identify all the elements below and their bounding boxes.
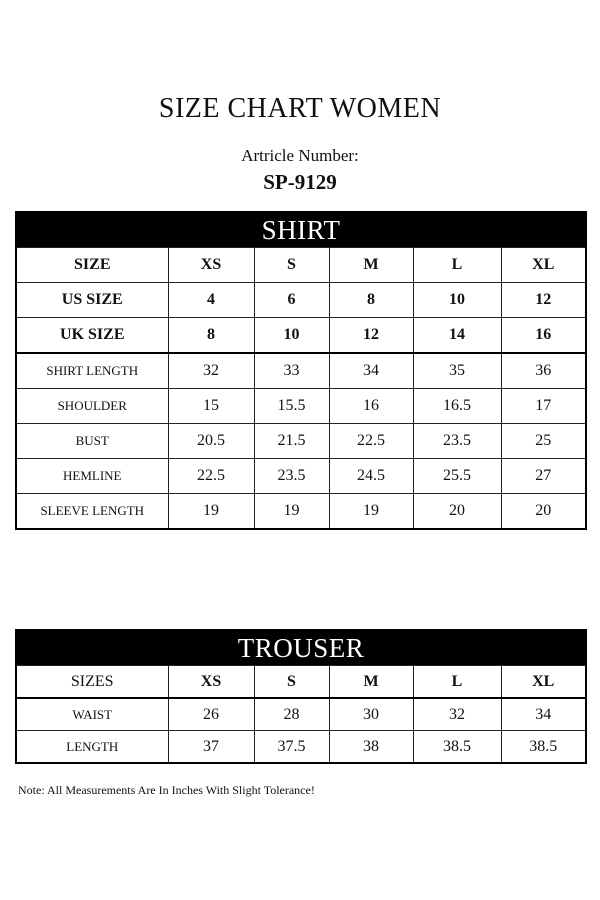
size-cell: 16 (501, 318, 586, 354)
measurement-cell: 26 (168, 698, 254, 731)
measurement-cell: 19 (168, 494, 254, 530)
row-label: HEMLINE (16, 459, 168, 494)
measurement-cell: 23.5 (254, 459, 329, 494)
size-cell: 4 (168, 283, 254, 318)
table-row (16, 318, 586, 354)
measurement-cell: 20 (413, 494, 501, 530)
size-cell: M (329, 666, 413, 699)
measurement-cell: 34 (329, 353, 413, 389)
trouser-size-table (15, 629, 587, 764)
trouser-heading-row (16, 630, 586, 666)
measurement-cell: 25 (501, 424, 586, 459)
measurement-cell: 28 (254, 698, 329, 731)
row-label: BUST (16, 424, 168, 459)
size-cell: 10 (254, 318, 329, 354)
article-number-label: Artricle Number: (241, 146, 359, 165)
table-row (16, 283, 586, 318)
measurement-cell: 37.5 (254, 731, 329, 764)
size-cell: XL (501, 248, 586, 283)
shirt-heading-row (16, 212, 586, 248)
size-cell: 12 (501, 283, 586, 318)
measurement-cell: 23.5 (413, 424, 501, 459)
size-cell: 10 (413, 283, 501, 318)
measurement-cell: 34 (501, 698, 586, 731)
size-cell: XS (168, 666, 254, 699)
measurement-cell: 20 (501, 494, 586, 530)
shirt-heading: SHIRT (16, 212, 586, 248)
size-cell: 8 (329, 283, 413, 318)
measurement-cell: 20.5 (168, 424, 254, 459)
table-row (16, 353, 586, 389)
article-number: SP-9129 (263, 170, 337, 194)
table-row (16, 389, 586, 424)
measurement-cell: 30 (329, 698, 413, 731)
measurement-cell: 22.5 (168, 459, 254, 494)
table-row (16, 424, 586, 459)
row-label: SHIRT LENGTH (16, 353, 168, 389)
size-cell: S (254, 666, 329, 699)
measurement-cell: 24.5 (329, 459, 413, 494)
row-label: LENGTH (16, 731, 168, 764)
table-row (16, 494, 586, 530)
table-row (16, 459, 586, 494)
measurement-cell: 22.5 (329, 424, 413, 459)
measurement-cell: 33 (254, 353, 329, 389)
size-cell: L (413, 666, 501, 699)
measurement-cell: 36 (501, 353, 586, 389)
measurement-cell: 15.5 (254, 389, 329, 424)
table-row (16, 698, 586, 731)
measurement-cell: 32 (168, 353, 254, 389)
measurement-cell: 35 (413, 353, 501, 389)
measurement-cell: 17 (501, 389, 586, 424)
row-label: UK SIZE (16, 318, 168, 354)
size-cell: 12 (329, 318, 413, 354)
row-label: SIZE (16, 248, 168, 283)
row-label: US SIZE (16, 283, 168, 318)
trouser-heading: TROUSER (16, 630, 586, 666)
measurement-cell: 19 (329, 494, 413, 530)
measurement-cell: 38.5 (501, 731, 586, 764)
measurement-cell: 27 (501, 459, 586, 494)
measurement-cell: 21.5 (254, 424, 329, 459)
row-label: WAIST (16, 698, 168, 731)
row-label: SHOULDER (16, 389, 168, 424)
shirt-size-table (15, 211, 587, 530)
table-row (16, 731, 586, 764)
measurement-cell: 19 (254, 494, 329, 530)
row-label: SLEEVE LENGTH (16, 494, 168, 530)
measurement-note: Note: All Measurements Are In Inches With Slight Tolerance! (18, 783, 315, 797)
measurement-cell: 32 (413, 698, 501, 731)
measurement-cell: 38 (329, 731, 413, 764)
page-title: SIZE CHART WOMEN (158, 93, 442, 124)
measurement-cell: 37 (168, 731, 254, 764)
size-cell: S (254, 248, 329, 283)
measurement-cell: 25.5 (413, 459, 501, 494)
table-row (16, 666, 586, 699)
size-cell: 6 (254, 283, 329, 318)
size-cell: L (413, 248, 501, 283)
size-cell: 8 (168, 318, 254, 354)
measurement-cell: 16.5 (413, 389, 501, 424)
measurement-cell: 15 (168, 389, 254, 424)
size-cell: XL (501, 666, 586, 699)
table-row (16, 248, 586, 283)
size-cell: 14 (413, 318, 501, 354)
measurement-cell: 38.5 (413, 731, 501, 764)
measurement-cell: 16 (329, 389, 413, 424)
row-label: SIZES (16, 666, 168, 699)
size-cell: M (329, 248, 413, 283)
size-cell: XS (168, 248, 254, 283)
